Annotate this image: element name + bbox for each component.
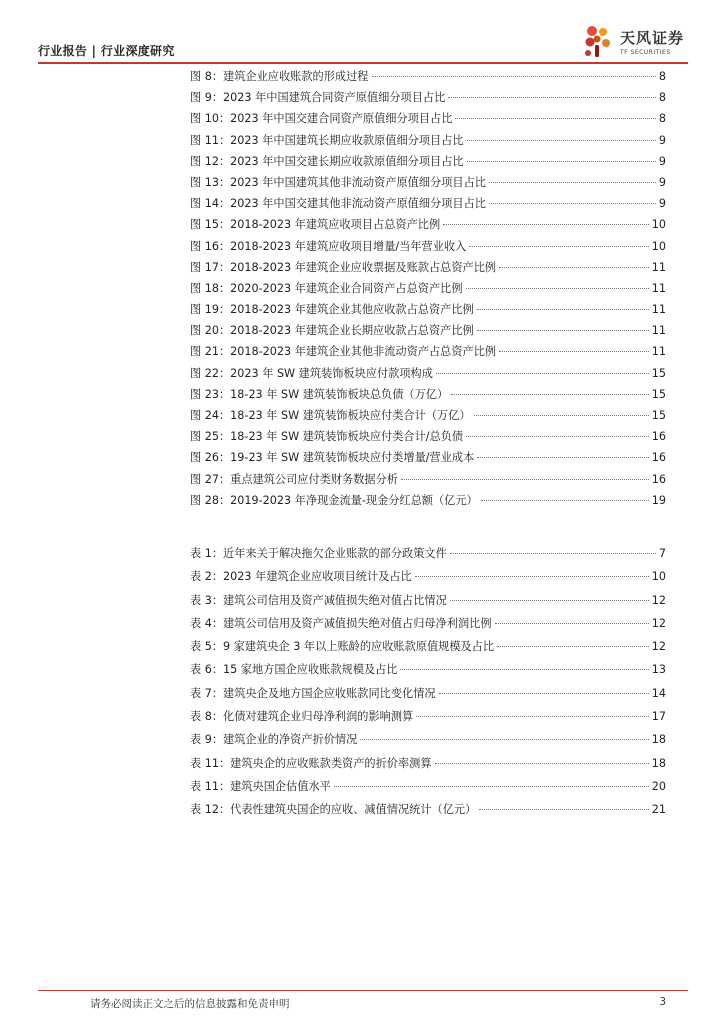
entry-title: 图 13：2023 年中国建筑其他非流动资产原值细分项目占比: [190, 175, 486, 189]
table-entry[interactable]: [190, 638, 666, 661]
entry-page-number: 11: [651, 324, 666, 338]
entry-title: 图 10：2023 年中国交建合同资产原值细分项目占比: [190, 112, 453, 126]
dot-leader: [436, 373, 649, 374]
table-entry[interactable]: [190, 615, 666, 638]
entry-title: 图 22：2023 年 SW 建筑装饰板块应付款项构成: [190, 366, 433, 380]
dot-leader: [489, 182, 656, 183]
figure-entry[interactable]: [190, 428, 666, 449]
dot-leader: [400, 669, 648, 670]
entry-page-number: 19: [651, 493, 666, 507]
figure-entry[interactable]: [190, 238, 666, 259]
dot-leader: [499, 351, 649, 352]
table-entry[interactable]: [190, 661, 666, 684]
dot-leader: [372, 76, 656, 77]
entry-page-number: 15: [651, 366, 666, 380]
dot-leader: [499, 267, 649, 268]
entry-page-number: 10: [651, 218, 666, 232]
entry-title: 表 7：建筑央企及地方国企应收账款同比变化情况: [190, 686, 436, 700]
dot-leader: [450, 553, 656, 554]
dot-leader: [360, 739, 648, 740]
entry-page-number: 20: [651, 779, 666, 793]
entry-page-number: 11: [651, 281, 666, 295]
entry-title: 图 24：18-23 年 SW 建筑装饰板块应付类合计（万亿）: [190, 409, 471, 422]
figure-entry[interactable]: [190, 153, 666, 174]
disclaimer-text: 请务必阅读正文之后的信息披露和免责申明: [90, 998, 290, 1010]
table-entry[interactable]: [190, 778, 666, 801]
entry-title: 图 18：2020-2023 年建筑企业合同资产占总资产比例: [190, 281, 463, 295]
entry-page-number: 11: [651, 345, 666, 359]
entry-page-number: 14: [651, 686, 666, 700]
entry-page-number: 9: [658, 197, 666, 211]
entry-page-number: 12: [651, 640, 666, 654]
entry-page-number: 7: [658, 547, 666, 560]
entry-page-number: 9: [658, 175, 666, 189]
entry-title: 图 12：2023 年中国交建长期应收款原值细分项目占比: [190, 154, 464, 168]
dot-leader: [415, 576, 649, 577]
entry-title: 图 20：2018-2023 年建筑企业长期应收款占总资产比例: [190, 324, 474, 338]
entry-title: 图 8：建筑企业应收账款的形成过程: [190, 70, 369, 83]
table-list: [190, 545, 666, 825]
entry-page-number: 17: [651, 710, 666, 724]
entry-title: 图 26：19-23 年 SW 建筑装饰板块应付类增量/营业成本: [190, 451, 475, 465]
entry-page-number: 10: [651, 239, 666, 253]
figure-entry[interactable]: [190, 492, 666, 513]
entry-page-number: 16: [651, 472, 666, 486]
entry-title: 图 25：18-23 年 SW 建筑装饰板块应付类合计/总负债: [190, 430, 464, 444]
figure-entry[interactable]: [190, 68, 666, 89]
header-divider: [38, 62, 688, 64]
dot-leader: [497, 646, 649, 647]
figure-entry[interactable]: [190, 471, 666, 492]
entry-title: 图 16：2018-2023 年建筑应收项目增量/当年营业收入: [190, 239, 467, 253]
figure-entry[interactable]: [190, 195, 666, 216]
figure-entry[interactable]: [190, 132, 666, 153]
figure-entry[interactable]: [190, 301, 666, 322]
entry-page-number: 18: [651, 733, 666, 747]
dot-leader: [495, 623, 649, 624]
entry-page-number: 16: [651, 430, 666, 444]
entry-title: 图 9：2023 年中国建筑合同资产原值细分项目占比: [190, 91, 446, 105]
figure-entry[interactable]: [190, 89, 666, 110]
entry-title: 图 21：2018-2023 年建筑企业其他非流动资产占总资产比例: [190, 345, 497, 359]
company-logo: [582, 22, 684, 60]
entry-title: 图 27：重点建筑公司应付类财务数据分析: [190, 472, 398, 486]
entry-page-number: 13: [651, 663, 666, 677]
entry-page-number: 12: [651, 616, 666, 630]
table-entry[interactable]: [190, 801, 666, 824]
dot-leader: [489, 203, 656, 204]
entry-title: 图 11：2023 年中国建筑长期应收款原值细分项目占比: [190, 133, 464, 147]
entry-title: 表 3：建筑公司信用及资产减值损失绝对值占比情况: [190, 593, 447, 607]
figure-entry[interactable]: [190, 280, 666, 301]
entry-page-number: 15: [651, 409, 666, 422]
entry-page-number: 18: [651, 756, 666, 770]
entry-title: 表 1：近年来关于解决拖欠企业账款的部分政策文件: [190, 547, 447, 560]
entry-title: 图 28：2019-2023 年净现金流量-现金分红总额（亿元）: [190, 493, 478, 507]
dot-leader: [477, 309, 649, 310]
entry-title: 表 2：2023 年建筑企业应收项目统计及占比: [190, 570, 412, 584]
dot-leader: [334, 786, 649, 787]
figure-entry[interactable]: [190, 343, 666, 364]
entry-page-number: 8: [658, 70, 666, 83]
report-category: 行业报告 | 行业深度研究: [38, 44, 175, 58]
entry-page-number: 11: [651, 303, 666, 317]
dot-leader: [451, 394, 649, 395]
table-entry[interactable]: [190, 592, 666, 615]
entry-page-number: 10: [651, 570, 666, 584]
entry-title: 图 19：2018-2023 年建筑企业其他应收款占总资产比例: [190, 303, 474, 317]
figure-list: [190, 68, 666, 513]
page-number: 3: [659, 996, 666, 1008]
figure-entry[interactable]: [190, 174, 666, 195]
entry-title: 表 5：9 家建筑央企 3 年以上账龄的应收账款原值规模及占比: [190, 640, 495, 654]
dot-leader: [401, 479, 649, 480]
dot-leader: [416, 716, 649, 717]
logo-name-cn: 天风证券: [619, 28, 684, 47]
entry-title: 表 12：代表性建筑央国企的应收、减值情况统计（亿元）: [190, 803, 477, 817]
dot-leader: [474, 415, 649, 416]
dot-leader: [479, 809, 648, 810]
entry-page-number: 11: [651, 260, 666, 274]
figure-entry[interactable]: [190, 216, 666, 237]
dot-leader: [455, 118, 655, 119]
dot-leader: [467, 140, 656, 141]
entry-page-number: 8: [658, 91, 666, 105]
table-entry[interactable]: [190, 568, 666, 591]
entry-title: 表 9：建筑企业的净资产折价情况: [190, 733, 358, 747]
dot-leader: [443, 224, 649, 225]
entry-title: 表 6：15 家地方国企应收账款规模及占比: [190, 663, 398, 677]
figure-entry[interactable]: [190, 322, 666, 343]
entry-page-number: 9: [658, 133, 666, 147]
figure-entry[interactable]: [190, 259, 666, 280]
table-entry[interactable]: [190, 755, 666, 778]
table-entry[interactable]: [190, 708, 666, 731]
entry-page-number: 12: [651, 593, 666, 607]
entry-title: 表 11：建筑央国企估值水平: [190, 779, 331, 793]
entry-title: 图 23：18-23 年 SW 建筑装饰板块总负债（万亿）: [190, 387, 449, 401]
entry-title: 表 11：建筑央企的应收账款类资产的折价率测算: [190, 756, 432, 770]
dot-leader: [448, 97, 656, 98]
entry-title: 图 14：2023 年中国交建其他非流动资产原值细分项目占比: [190, 197, 486, 211]
entry-page-number: 21: [651, 803, 666, 817]
dot-leader: [439, 693, 649, 694]
figure-entry[interactable]: [190, 365, 666, 386]
figure-entry[interactable]: [190, 449, 666, 470]
figure-entry[interactable]: [190, 407, 666, 428]
dot-leader: [481, 500, 649, 501]
dot-leader: [466, 288, 649, 289]
dot-leader: [466, 436, 649, 437]
flower-logo-icon: [582, 23, 616, 59]
dot-leader: [450, 600, 649, 601]
footer-divider: [38, 990, 688, 991]
dot-leader: [435, 763, 649, 764]
dot-leader: [469, 246, 648, 247]
dot-leader: [477, 457, 648, 458]
entry-page-number: 9: [658, 154, 666, 168]
table-entry[interactable]: [190, 731, 666, 754]
table-entry[interactable]: [190, 685, 666, 708]
entry-title: 表 4：建筑公司信用及资产减值损失绝对值占归母净利润比例: [190, 616, 492, 630]
entry-page-number: 8: [658, 112, 666, 126]
entry-title: 图 17：2018-2023 年建筑企业应收票据及账款占总资产比例: [190, 260, 497, 274]
logo-name-en: TF SECURITIES: [619, 48, 671, 56]
entry-title: 表 8：化债对建筑企业归母净利润的影响测算: [190, 710, 414, 724]
figure-entry[interactable]: [190, 386, 666, 407]
figure-entry[interactable]: [190, 110, 666, 131]
dot-leader: [467, 161, 656, 162]
entry-page-number: 16: [651, 451, 666, 465]
entry-title: 图 15：2018-2023 年建筑应收项目占总资产比例: [190, 218, 441, 232]
entry-page-number: 15: [651, 387, 666, 401]
table-entry[interactable]: [190, 545, 666, 568]
dot-leader: [477, 330, 649, 331]
